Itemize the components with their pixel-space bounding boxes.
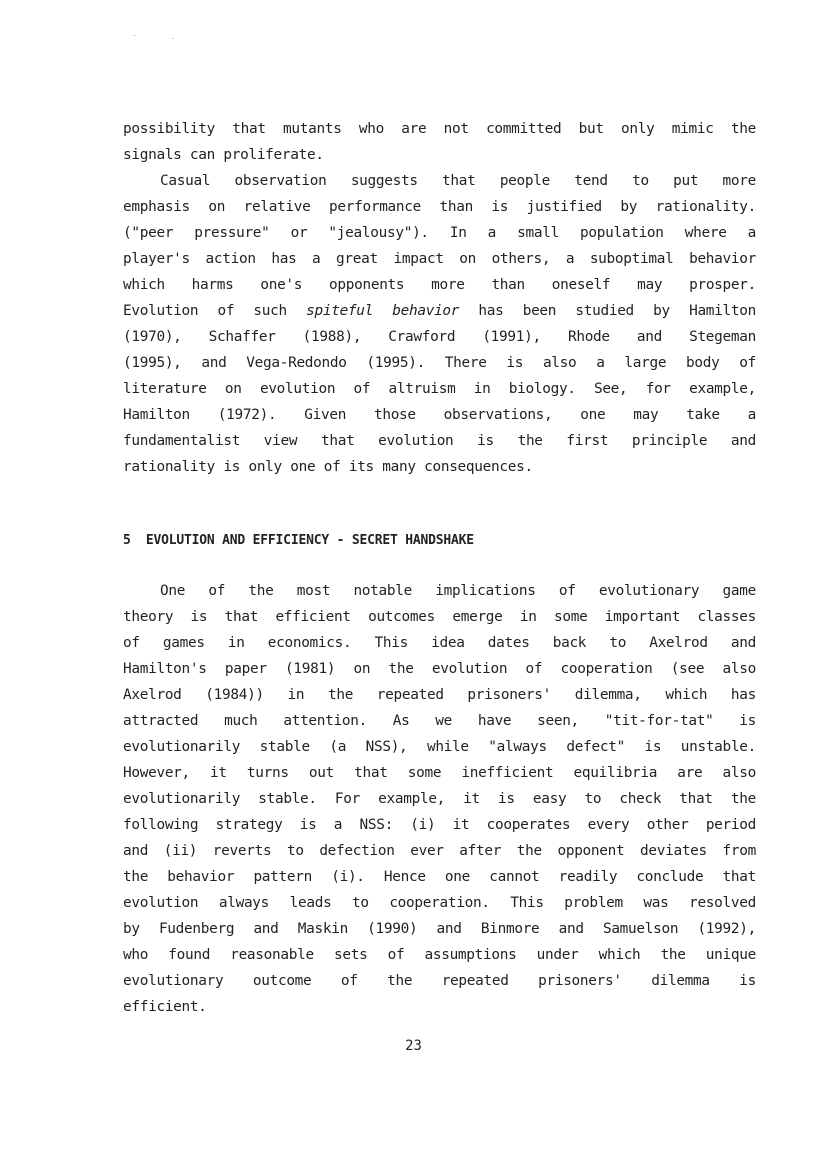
text-line: signals can proliferate. [123,147,324,163]
text-segment: Evolution of such [123,303,287,319]
paragraph-3 [123,578,756,1020]
text-line: Casual observation suggests that people tend to put more [160,173,756,189]
text-line: player's action has a great impact on others, a suboptimal behavior [123,251,756,267]
text-line: Hamilton's paper (1981) on the evolution of cooperation (see also [123,661,756,677]
section-heading [123,530,474,552]
text-line: (1970), Schaffer (1988), Crawford (1991), Rhode and Stegeman [123,329,756,345]
text-line: Axelrod (1984)) in the repeated prisoners' dilemma, which has [123,687,756,703]
page-number: 23 [405,1038,422,1054]
text-line: literature on evolution of altruism in biology. See, for example, [123,381,756,397]
text-line: Hamilton (1972). Given those observations, one may take a [123,407,756,423]
scan-speck [134,35,135,36]
text-line: evolution always leads to cooperation. This problem was resolved [123,895,756,911]
text-line: rationality is only one of its many consequences. [123,459,533,475]
body-text-top [123,116,756,480]
text-line: which harms one's opponents more than oneself may prosper. [123,277,756,293]
text-line: and (ii) reverts to defection ever after the opponent deviates from [123,843,756,859]
text-line: possibility that mutants who are not committed but only mimic the [123,121,756,137]
text-line: evolutionarily stable (a NSS), while "always defect" is unstable. [123,739,756,755]
text-line: the behavior pattern (i). Hence one cannot readily conclude that [123,869,756,885]
text-line: fundamentalist view that evolution is the first principle and [123,433,756,449]
text-line: following strategy is a NSS: (i) it cooperates every other period [123,817,756,833]
text-line: emphasis on relative performance than is justified by rationality. [123,199,756,215]
text-line: (1995), and Vega-Redondo (1995). There is also a large body of [123,355,756,371]
section-title: EVOLUTION AND EFFICIENCY - SECRET HANDSHAKE [145,533,474,548]
scan-speck [172,38,173,39]
section-number: 5 [123,533,131,548]
paragraph-2 [123,168,756,480]
text-line: However, it turns out that some inefficient equilibria are also [123,765,756,781]
emphasis-text: spiteful behavior [306,303,460,319]
text-line: evolutionarily stable. For example, it is easy to check that the [123,791,756,807]
body-text-bottom [123,578,756,1020]
text-segment: has been studied by Hamilton [478,303,756,319]
text-line: evolutionary outcome of the repeated prisoners' dilemma is [123,973,756,989]
text-line: efficient. [123,999,207,1015]
paragraph-1 [123,116,756,168]
text-line: One of the most notable implications of evolutionary game [160,583,756,599]
text-line: of games in economics. This idea dates back to Axelrod and [123,635,756,651]
text-line: attracted much attention. As we have seen, "tit-for-tat" is [123,713,756,729]
text-line: theory is that efficient outcomes emerge in some important classes [123,609,756,625]
text-line: ("peer pressure" or "jealousy"). In a small population where a [123,225,756,241]
text-line: who found reasonable sets of assumptions under which the unique [123,947,756,963]
text-line: by Fudenberg and Maskin (1990) and Binmore and Samuelson (1992), [123,921,756,937]
text-line-mixed [123,298,756,324]
